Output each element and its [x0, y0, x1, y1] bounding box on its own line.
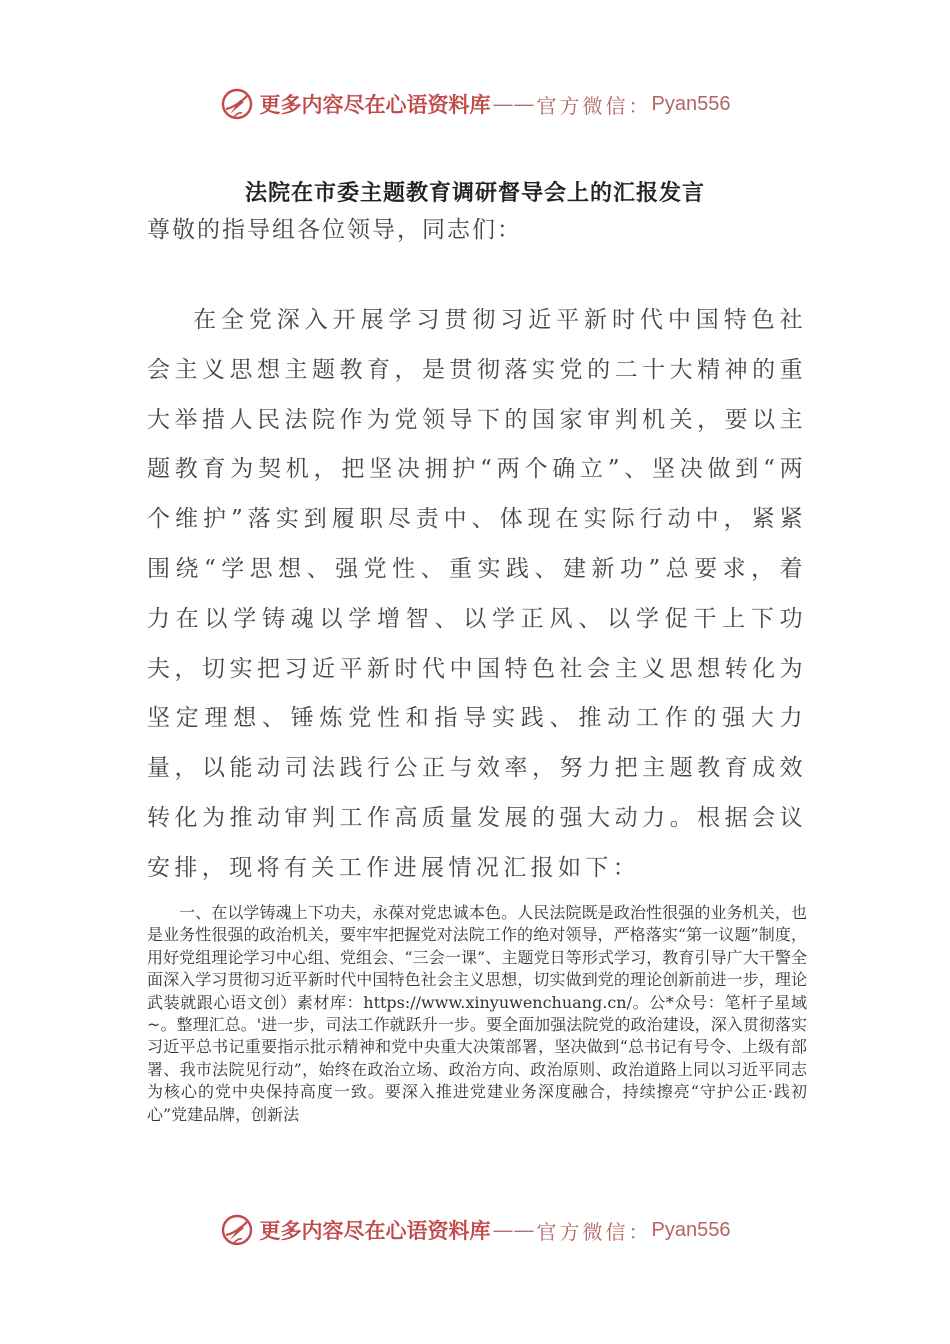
section-one-paragraph: 一、在以学铸魂上下功夫，永葆对党忠诚本色。人民法院既是政治性很强的业务机关，也是业务性很强的政治机关，要牢牢把握党对法院工作的绝对领导，严格落实“第一议题”制度，用好党组理论学习中心组、党组会、“三会一课”、主题党日等形式学习，教育引导广大干警全面深入学习贯彻习近平新时代中国特色社会主义思想，切实做到党的理论创新前进一步，理论武装就跟心语文创）素材库：https://www.xinyuwenchuang.cn/。公*众号：笔杆子星域~。整理汇总。'进一步，司法工作就跃升一步。要全面加强法院党的政治建设，深入贯彻落实习近平总书记重要指示批示精神和党中央重大决策部署，坚决做到“总书记有号令、上级有部署、我市法院见行动”，始终在政治立场、政治方向、政治原则、政治道路上同以习近平同志为核心的党中央保持高度一致。要深入推进党建业务深度融合，持续擦亮“守护公正·践初心”党建品牌，创新法 — [147, 903, 807, 1124]
document-title: 法院在市委主题教育调研督导会上的汇报发言 — [244, 180, 705, 206]
wechat-id: Pyan556 — [651, 1218, 731, 1241]
quill-logo-icon — [220, 87, 254, 121]
banner-separator: —— — [492, 92, 535, 116]
wechat-label: 官方微信： — [536, 1219, 652, 1244]
wechat-id: Pyan556 — [651, 92, 731, 115]
intro-paragraph: 在全党深入开展学习贯彻习近平新时代中国特色社会主义思想主题教育，是贯彻落实党的二十大精神的重大举措人民法院作为党领导下的国家审判机关，要以主题教育为契机，把坚决拥护“两个确立”、坚决做到“两个维护”落实到履职尽责中、体现在实际行动中，紧紧围绕“学思想、强党性、重实践、建新功”总要求，着力在以学铸魂以学增智、以学正风、以学促干上下功夫，切实把习近平新时代中国特色社会主义思想转化为坚定理想、锤炼党性和指导实践、推动工作的强大力量，以能动司法践行公正与效率，努力把主题教育成效转化为推动审判工作高质量发展的强大动力。根据会议安排，现将有关工作进展情况汇报如下： — [147, 307, 807, 881]
quill-logo-icon — [220, 1213, 254, 1247]
header-banner — [0, 82, 950, 126]
footer-banner — [0, 1208, 950, 1252]
brand-text: 更多内容尽在心语资料库 — [259, 1218, 491, 1243]
brand-text: 更多内容尽在心语资料库 — [259, 92, 491, 117]
banner-separator: —— — [492, 1218, 535, 1242]
greeting: 尊敬的指导组各位领导，同志们： — [147, 217, 522, 243]
wechat-label: 官方微信： — [536, 93, 652, 118]
